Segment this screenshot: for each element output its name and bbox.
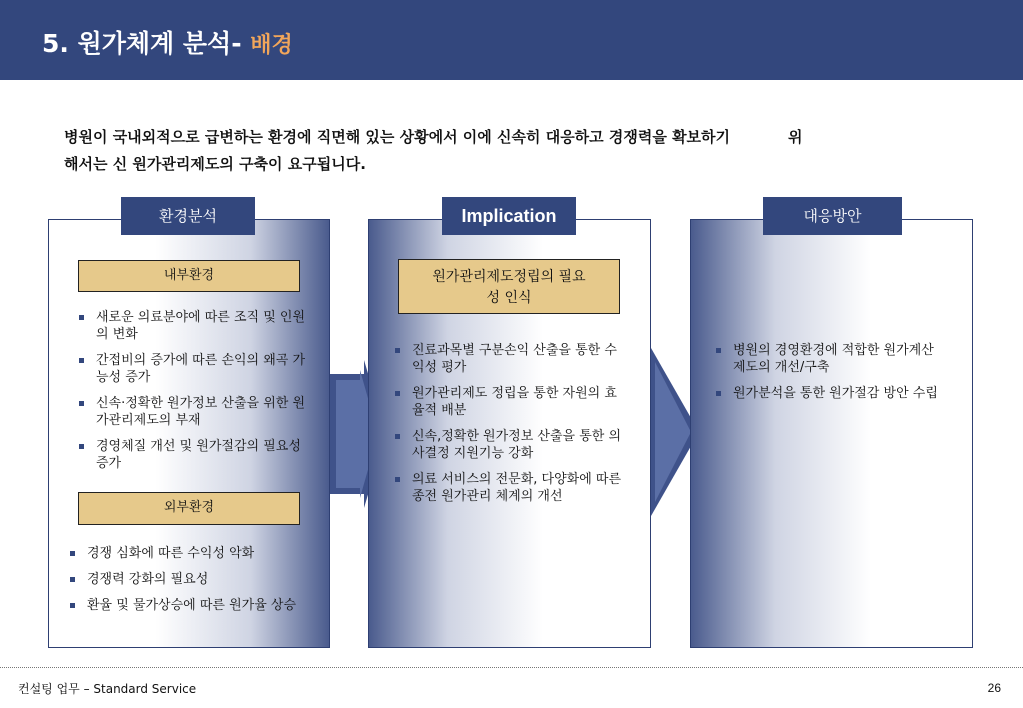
list-item: 의료 서비스의 전문화, 다양화에 따른 종전 원가관리 체계의 개선 xyxy=(395,471,625,505)
intro-line2: 해서는 신 원가관리제도의 구축이 요구됩니다. xyxy=(64,155,366,173)
list-item: 경영체질 개선 및 원가절감의 필요성 증가 xyxy=(79,438,315,472)
title-main: 5. 원가체계 분석- xyxy=(42,29,251,58)
intro-line1: 병원이 국내외적으로 급변하는 환경에 직면해 있는 상황에서 이에 신속히 대응하고 경쟁력을 확보하기 xyxy=(64,128,731,146)
external-env-label: 외부환경 xyxy=(78,492,300,525)
page-number: 26 xyxy=(987,681,1001,695)
list-item: 간접비의 증가에 따른 손익의 왜곡 가능성 증가 xyxy=(79,352,315,386)
page-title xyxy=(42,24,293,60)
list-item: 경쟁력 강화의 필요성 xyxy=(70,571,315,588)
tab-environment: 환경분석 xyxy=(121,197,255,235)
list-item: 신속,정확한 원가정보 산출을 통한 의사결정 지원기능 강화 xyxy=(395,428,625,462)
intro-line1-end: 위 xyxy=(788,128,803,146)
list-item: 신속·정확한 원가정보 산출을 위한 원가관리제도의 부재 xyxy=(79,395,315,429)
intro-text xyxy=(64,124,960,178)
list-item: 진료과목별 구분손익 산출을 통한 수익성 평가 xyxy=(395,342,625,376)
tab-implication: Implication xyxy=(442,197,576,235)
footer-divider xyxy=(0,667,1023,668)
list-item: 원가관리제도 정립을 통한 자원의 효율적 배분 xyxy=(395,385,625,419)
list-item: 원가분석을 통한 원가절감 방안 수립 xyxy=(716,385,938,402)
internal-env-label: 내부환경 xyxy=(78,260,300,292)
header-bar xyxy=(0,0,1023,80)
title-accent: 배경 xyxy=(250,33,293,58)
list-item: 새로운 의료분야에 따른 조직 및 인원의 변화 xyxy=(79,309,315,343)
list-item: 경쟁 심화에 따른 수익성 악화 xyxy=(70,545,315,562)
list-item: 환율 및 물가상승에 따른 원가율 상승 xyxy=(70,597,315,614)
implication-box: 원가관리제도정립의 필요성 인식 xyxy=(398,259,620,314)
implication-list xyxy=(395,342,625,514)
footer-text: 컨설팅 업무 – Standard Service xyxy=(18,682,197,696)
external-env-list xyxy=(70,545,315,623)
list-item: 병원의 경영환경에 적합한 원가계산제도의 개선/구축 xyxy=(716,342,938,376)
response-panel xyxy=(690,219,973,648)
response-list xyxy=(716,342,938,411)
tab-response: 대응방안 xyxy=(763,197,902,235)
internal-env-list xyxy=(79,309,315,481)
